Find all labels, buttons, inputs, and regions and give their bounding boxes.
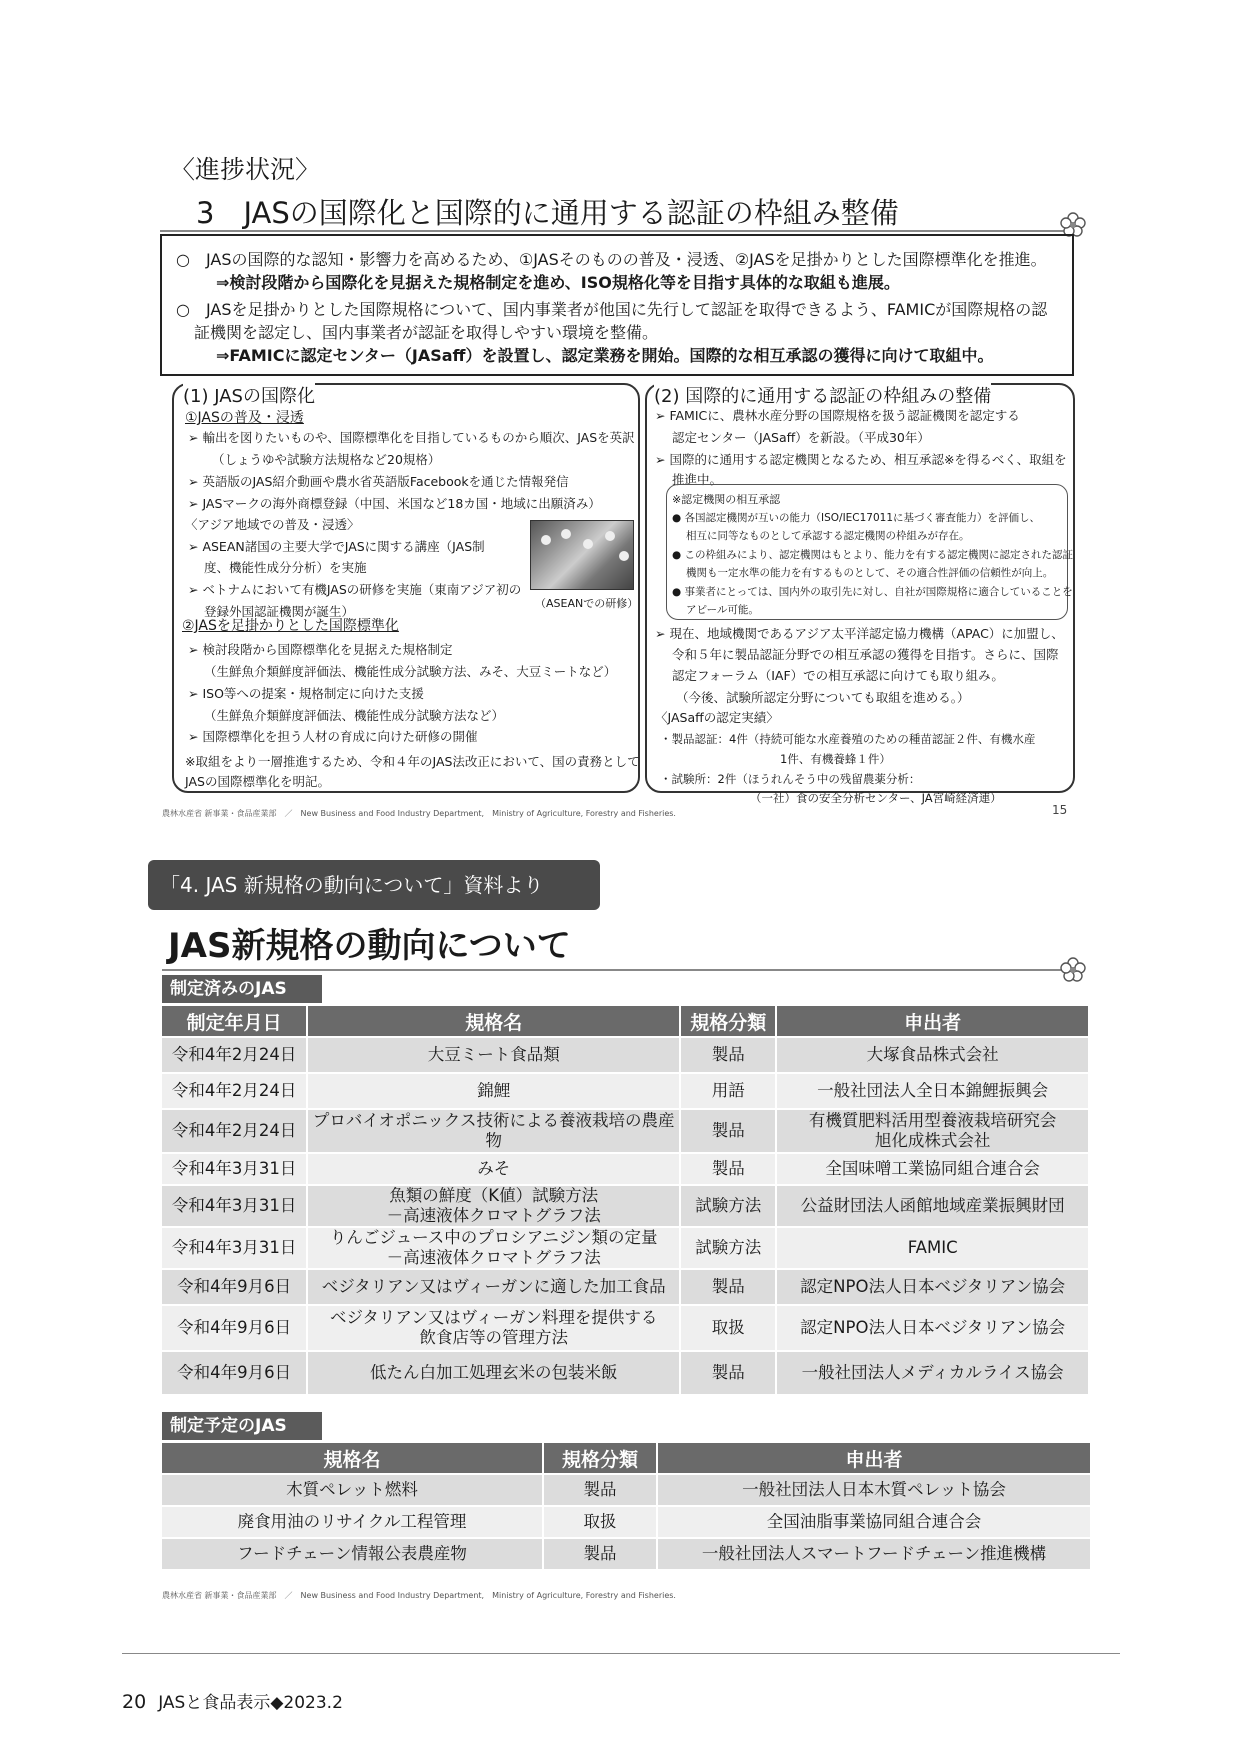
- table-cell: プロバイオポニックス技術による養液栽培の農産物: [308, 1110, 679, 1152]
- panel-line: （一社）食の安全分析センター、JA宮崎経済連）: [750, 791, 1002, 805]
- table-cell: 製品: [681, 1110, 775, 1152]
- note-line: ● 各国認定機関が互いの能力（ISO/IEC17011に基づく審査能力）を評価し、: [672, 512, 1041, 524]
- column-header: 申出者: [658, 1443, 1090, 1473]
- note-line: アピール可能。: [686, 604, 759, 616]
- table-cell: 公益財団法人函館地域産業振興財団: [777, 1186, 1088, 1226]
- panel-line: ➢ 国際的に通用する認定機関となるため、相互承認※を得るべく、取組を: [655, 452, 1067, 467]
- table-cell: 試験方法: [681, 1186, 775, 1226]
- slide1-title: 3 JASの国際化と国際的に通用する認証の枠組み整備: [196, 196, 899, 230]
- panel-line: ・製品認証：4件（持続可能な水産養殖のための種苗認証２件、有機水産: [660, 732, 1036, 746]
- table-cell: ベジタリアン又はヴィーガンに適した加工食品: [308, 1270, 679, 1304]
- summary-box: [160, 234, 1074, 376]
- table-cell: 一般社団法人スマートフードチェーン推進機構: [658, 1539, 1090, 1569]
- panel-title: (2) 国際的に通用する認証の枠組みの整備: [654, 382, 991, 408]
- table-cell: ベジタリアン又はヴィーガン料理を提供する 飲食店等の管理方法: [308, 1306, 679, 1350]
- table-cell: 令和4年3月31日: [162, 1154, 306, 1184]
- panel-line: 〈JASaffの認定実績〉: [655, 710, 779, 725]
- photo-caption: （ASEANでの研修）: [535, 597, 639, 610]
- table-cell: 令和4年3月31日: [162, 1186, 306, 1226]
- table-row: [162, 1539, 1090, 1569]
- table-cell: 製品: [544, 1539, 656, 1569]
- planned-jas-tag: 制定予定のJAS: [162, 1412, 322, 1440]
- table-cell: 一般社団法人日本木質ペレット協会: [658, 1475, 1090, 1505]
- table-cell: 製品: [681, 1352, 775, 1394]
- table-cell: 木質ペレット燃料: [162, 1475, 542, 1505]
- asean-training-photo: [530, 520, 634, 590]
- table-row: [162, 1074, 1088, 1108]
- table-row: [162, 1352, 1088, 1394]
- summary-line: ○ JASを足掛かりとした国際規格について、国内事業者が他国に先行して認証を取得できるよう、FAMICが国際規格の認: [176, 300, 1048, 319]
- panel-line: ➢ FAMICに、農林水産分野の国際規格を扱う認証機関を認定する: [655, 408, 1020, 423]
- table-cell: 令和4年9月6日: [162, 1306, 306, 1350]
- panel-line: ➢ 国際標準化を担う人材の育成に向けた研修の開催: [188, 729, 478, 744]
- panel-note: JASの国際標準化を明記。: [185, 774, 330, 789]
- panel-note: ※取組をより一層推進するため、令和４年のJAS法改正において、国の責務として: [185, 754, 640, 769]
- slide2-footer-org: 農林水産省 新事業・食品産業部 ／ New Business and Food Industry Department, Ministry of Agriculture, Forestry and Fisheries.: [162, 1591, 676, 1600]
- publication-name: JASと食品表示◆2023.2: [158, 1693, 343, 1713]
- column-header: 規格分類: [681, 1006, 775, 1036]
- panel-line: 度、機能性成分分析）を実施: [204, 560, 367, 575]
- panel-title: (1) JASの国際化: [183, 382, 315, 408]
- panel-line: ➢ ASEAN諸国の主要大学でJASに関する講座（JAS制: [188, 539, 485, 554]
- table-cell: フードチェーン情報公表農産物: [162, 1539, 542, 1569]
- table-cell: 一般社団法人全日本錦鯉振興会: [777, 1074, 1088, 1108]
- panel-line: （生鮮魚介類鮮度評価法、機能性成分試験方法、みそ、大豆ミートなど）: [204, 664, 617, 679]
- table-cell: 大豆ミート食品類: [308, 1038, 679, 1072]
- table-cell: 令和4年2月24日: [162, 1038, 306, 1072]
- panel-line: ➢ 英語版のJAS紹介動画や農水省英語版Facebookを通じた情報発信: [188, 474, 569, 489]
- section-banner: 「4. JAS 新規格の動向について」資料より: [148, 860, 600, 910]
- established-jas-rows: [162, 1038, 1088, 1394]
- table-row: [162, 1228, 1088, 1268]
- table-cell: 令和4年2月24日: [162, 1074, 306, 1108]
- table-cell: 全国味噌工業協同組合連合会: [777, 1154, 1088, 1184]
- planned-jas-table: [160, 1441, 1092, 1571]
- summary-line: ⇒FAMICに認定センター（JASaff）を設置し、認定業務を開始。国際的な相互承認の獲得に向けて取組中。: [216, 346, 994, 365]
- panel-line: ➢ JASマークの海外商標登録（中国、米国など18カ国・地域に出願済み）: [188, 496, 601, 511]
- table-row: [162, 1306, 1088, 1350]
- note-line: ● 事業者にとっては、国内外の取引先に対し、自社が国際規格に適合していることを: [672, 586, 1073, 598]
- panel-line: （しょうゆや試験方法規格など20規格）: [212, 452, 441, 467]
- page-number: 20: [122, 1691, 147, 1713]
- table-cell: FAMIC: [777, 1228, 1088, 1268]
- note-line: 相互に同等なものとして承認する認定機関の枠組みが存在。: [686, 530, 970, 542]
- table-cell: りんごジュース中のプロシアニジン類の定量 －高速液体クロマトグラフ法: [308, 1228, 679, 1268]
- column-header: 規格名: [162, 1443, 542, 1473]
- page-footer: [122, 1688, 343, 1713]
- panel-subheading: ②JASを足掛かりとした国際標準化: [182, 618, 399, 634]
- table-row: [162, 1038, 1088, 1072]
- summary-line: ⇒検討段階から国際化を見据えた規格制定を進め、ISO規格化等を目指す具体的な取組も進展。: [216, 273, 900, 292]
- note-title: ※認定機関の相互承認: [672, 493, 781, 506]
- table-cell: 一般社団法人メディカルライス協会: [777, 1352, 1088, 1394]
- table-cell: 廃食用油のリサイクル工程管理: [162, 1507, 542, 1537]
- panel-subheading: ①JASの普及・浸透: [185, 410, 304, 426]
- table-row: [162, 1475, 1090, 1505]
- panel-line: 登録外国認証機関が誕生）: [204, 604, 355, 619]
- established-jas-tag: 制定済みのJAS: [162, 975, 322, 1003]
- table-cell: 令和4年3月31日: [162, 1228, 306, 1268]
- table-cell: 有機質肥料活用型養液栽培研究会 旭化成株式会社: [777, 1110, 1088, 1152]
- summary-line: 証機関を認定し、国内事業者が認証を取得しやすい環境を整備。: [194, 323, 659, 342]
- table-cell: 大塚食品株式会社: [777, 1038, 1088, 1072]
- table-cell: 製品: [681, 1270, 775, 1304]
- title-rule: [162, 969, 1065, 971]
- panel-line: （生鮮魚介類鮮度評価法、機能性成分試験方法など）: [204, 708, 505, 723]
- table-row: [162, 1154, 1088, 1184]
- table-cell: 製品: [544, 1475, 656, 1505]
- panel-line: 認定フォーラム（IAF）での相互承認に向けても取り組み。: [672, 668, 1004, 683]
- table-cell: 製品: [681, 1038, 775, 1072]
- table-cell: みそ: [308, 1154, 679, 1184]
- table-cell: 用語: [681, 1074, 775, 1108]
- footer-rule: [122, 1653, 1120, 1654]
- panel-line: 〈アジア地域での普及・浸透〉: [185, 517, 360, 532]
- table-row: [162, 1270, 1088, 1304]
- column-header: 制定年月日: [162, 1006, 306, 1036]
- column-header: 申出者: [777, 1006, 1088, 1036]
- progress-label: 〈進捗状況〉: [170, 155, 321, 184]
- table-cell: 魚類の鮮度（K値）試験方法 －高速液体クロマトグラフ法: [308, 1186, 679, 1226]
- table-cell: 令和4年9月6日: [162, 1352, 306, 1394]
- table-cell: 取扱: [544, 1507, 656, 1537]
- panel-line: （今後、試験所認定分野についても取組を進める。）: [676, 690, 970, 705]
- slide2-title: JAS新規格の動向について: [168, 926, 571, 966]
- table-cell: 試験方法: [681, 1228, 775, 1268]
- panel-line: ➢ 検討段階から国際標準化を見据えた規格制定: [188, 642, 453, 657]
- column-header: 規格名: [308, 1006, 679, 1036]
- panel-line: ➢ 現在、地域機関であるアジア太平洋認定協力機構（APAC）に加盟し、: [655, 626, 1064, 641]
- table-cell: 令和4年9月6日: [162, 1270, 306, 1304]
- panel-line: ➢ 輸出を図りたいものや、国際標準化を目指しているものから順次、JASを英訳: [188, 430, 635, 445]
- slide1-footer-org: 農林水産省 新事業・食品産業部 ／ New Business and Food Industry Department, Ministry of Agriculture, Forestry and Fisheries.: [162, 809, 676, 818]
- panel-line: 認定センター（JASaff）を新設。（平成30年）: [672, 430, 930, 445]
- established-jas-table: [160, 1004, 1090, 1396]
- note-line: ● この枠組みにより、認定機関はもとより、能力を有する認定機関に認定された認証: [672, 549, 1073, 561]
- table-cell: 取扱: [681, 1306, 775, 1350]
- table-cell: 製品: [681, 1154, 775, 1184]
- column-header: 規格分類: [544, 1443, 656, 1473]
- table-cell: 令和4年2月24日: [162, 1110, 306, 1152]
- note-line: 機関も一定水準の能力を有するものとして、その適合性評価の信頼性が向上。: [686, 567, 1054, 579]
- table-cell: 全国油脂事業協同組合連合会: [658, 1507, 1090, 1537]
- flower-icon: [1060, 957, 1086, 983]
- table-row: [162, 1186, 1088, 1226]
- table-row: [162, 1507, 1090, 1537]
- table-cell: 認定NPO法人日本ベジタリアン協会: [777, 1306, 1088, 1350]
- panel-line: 推進中。: [672, 472, 723, 487]
- panel-line: ➢ ISO等への提案・規格制定に向けた支援: [188, 686, 424, 701]
- title-rule: [160, 230, 1065, 232]
- panel-line: ・試験所：2件（ほうれんそう中の残留農薬分析：: [660, 772, 921, 786]
- slide1-page-number: 15: [1052, 803, 1068, 817]
- table-cell: 錦鯉: [308, 1074, 679, 1108]
- table-cell: 低たん白加工処理玄米の包装米飯: [308, 1352, 679, 1394]
- table-row: [162, 1110, 1088, 1152]
- planned-jas-rows: [162, 1475, 1090, 1569]
- table-cell: 認定NPO法人日本ベジタリアン協会: [777, 1270, 1088, 1304]
- summary-line: ○ JASの国際的な認知・影響力を高めるため、①JASそのものの普及・浸透、②JASを足掛かりとした国際標準化を推進。: [176, 250, 1047, 269]
- panel-line: 1件、有機養蜂１件）: [780, 752, 891, 766]
- panel-line: ➢ ベトナムにおいて有機JASの研修を実施（東南アジア初の: [188, 582, 522, 597]
- panel-line: 令和５年に製品認証分野での相互承認の獲得を目指す。さらに、国際: [672, 647, 1059, 662]
